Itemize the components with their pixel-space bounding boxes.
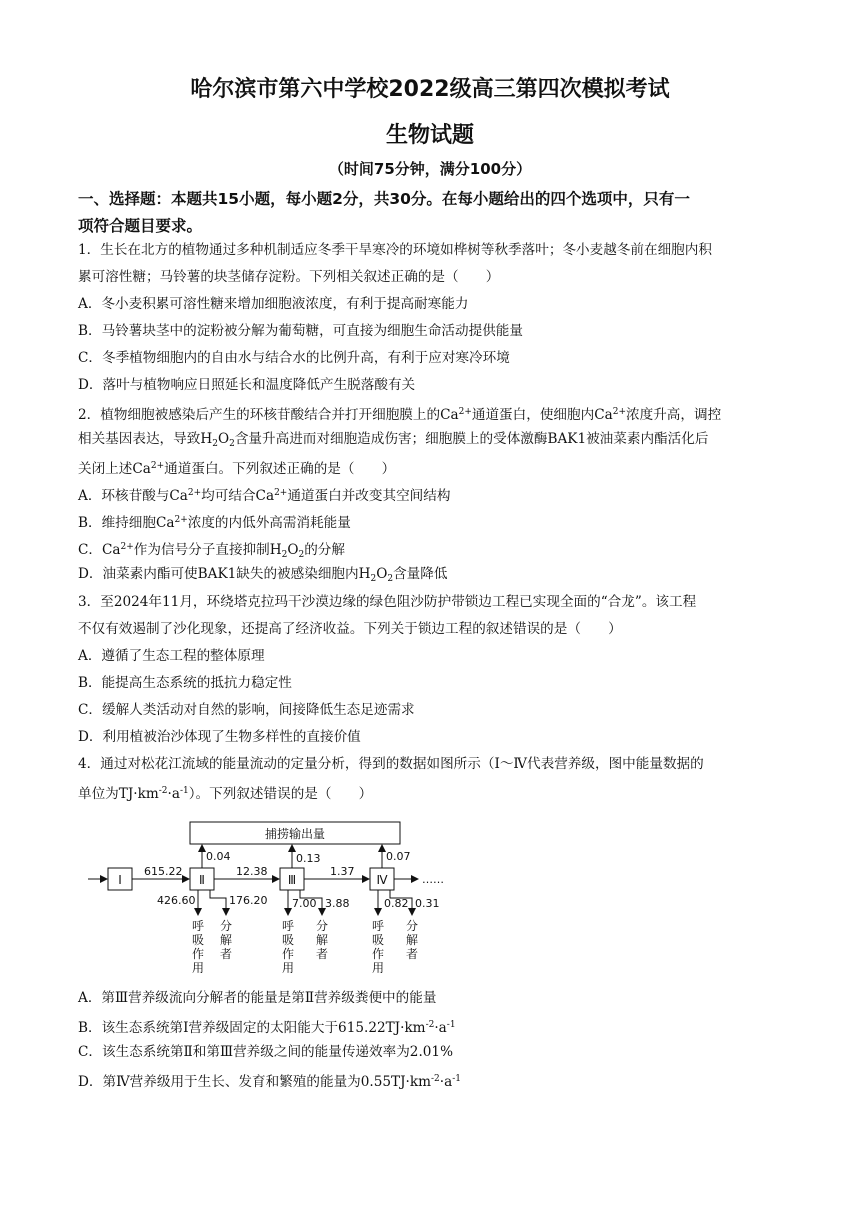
exam-title: 哈尔滨市第六中学校2022级高三第四次模拟考试	[190, 77, 670, 102]
catch-2-value: 0.04	[206, 850, 231, 863]
q3-option-a: A．遵循了生态工程的整体原理	[78, 648, 265, 664]
decomp-label-char: 解	[405, 933, 419, 947]
q4-option-c: C．该生态系统第Ⅱ和第Ⅲ营养级之间的能量传递效率为2.01%	[78, 1044, 453, 1060]
section-heading-line1: 一、选择题：本题共15小题，每小题2分，共30分。在每小题给出的四个选项中，只有一	[78, 190, 690, 208]
resp-label-char: 吸	[281, 933, 295, 947]
decomp-label-char: 解	[315, 933, 329, 947]
flow-ellipsis: ……	[422, 873, 444, 886]
q4-stem-line1: 4．通过对松花江流域的能量流动的定量分析，得到的数据如图所示（Ⅰ～Ⅳ代表营养级，图中能量数据的	[78, 756, 704, 772]
catch-output-label: 捕捞输出量	[264, 827, 326, 841]
q1-stem-line1: 1．生长在北方的植物通过多种机制适应冬季干旱寒冷的环境如桦树等秋季落叶；冬小麦越冬前在细胞内积	[78, 242, 712, 258]
decomp-label-char: 分	[405, 919, 419, 933]
catch-4-value: 0.07	[386, 850, 411, 863]
resp-label-char: 吸	[191, 933, 205, 947]
q2-option-c: C．$Ca^{2+}$作为信号分子直接抑制$H_2O_2$的分解	[78, 542, 345, 560]
resp-label-char: 呼	[281, 919, 295, 933]
resp-label-char: 作	[371, 947, 385, 961]
section-heading	[78, 186, 783, 240]
energy-flow-diagram	[86, 818, 466, 973]
decomp-label-char: 者	[219, 947, 233, 961]
resp-label-char: 呼	[371, 919, 385, 933]
resp-2-value: 426.60	[157, 894, 196, 907]
resp-label-char: 作	[191, 947, 205, 961]
flow-3-4-value: 1.37	[330, 865, 355, 878]
q2-option-a: A．环核苷酸与$Ca^{2+}$均可结合$Ca^{2+}$通道蛋白并改变其空间结构	[78, 488, 451, 504]
level-2-label: Ⅱ	[199, 873, 205, 887]
decomp-2-arrow	[210, 890, 226, 915]
level-3-label: Ⅲ	[287, 873, 297, 887]
q3-stem-line2: 不仅有效遏制了沙化现象，还提高了经济收益。下列关于锁边工程的叙述错误的是（ ）	[78, 621, 622, 637]
q2-option-b: B．维持细胞$Ca^{2+}$浓度的内低外高需消耗能量	[78, 515, 351, 531]
q2-stem-line3: 关闭上述$Ca^{2+}$通道蛋白。下列叙述正确的是（ ）	[78, 461, 396, 477]
decomposer-labels	[220, 918, 418, 961]
level-4-label: Ⅳ	[376, 873, 388, 887]
q1-option-a: A．冬小麦积累可溶性糖来增加细胞液浓度，有利于提高耐寒能力	[78, 296, 469, 312]
q3-stem-line1: 3．至2024年11月，环绕塔克拉玛干沙漠边缘的绿色阻沙防护带锁边工程已实现全面的“合龙”。该工程	[78, 594, 697, 610]
q1-option-b: B．马铃薯块茎中的淀粉被分解为葡萄糖，可直接为细胞生命活动提供能量	[78, 323, 523, 339]
level-1-label: Ⅰ	[118, 873, 122, 887]
resp-4-value: 0.82	[384, 897, 409, 910]
resp-label-char: 用	[371, 961, 385, 973]
resp-3-value: 7.00	[292, 897, 317, 910]
flow-2-3-value: 12.38	[236, 865, 268, 878]
q2-stem-line2: 相关基因表达，导致$H_2O_2$含量升高进而对细胞造成伤害；细胞膜上的受体激酶BAK1被油菜素内酯活化后	[78, 431, 709, 449]
q2-stem-line1: 2．植物细胞被感染后产生的环核苷酸结合并打开细胞膜上的$Ca^{2+}$通道蛋白，使细胞内$Ca^{2+}$浓度升高，调控	[78, 407, 722, 423]
resp-label-char: 呼	[191, 919, 205, 933]
subject-title: 生物试题	[385, 123, 474, 148]
q4-option-b: B．该生态系统第Ⅰ营养级固定的太阳能大于$615.22TJ\cdot km^{-2}\cdot a^{-1}$	[78, 1020, 456, 1036]
decomp-label-char: 者	[405, 947, 419, 961]
decomp-label-char: 分	[315, 919, 329, 933]
decomp-label-char: 者	[315, 947, 329, 961]
time-info: （时间75分钟，满分100分）	[328, 160, 532, 178]
resp-label-char: 用	[191, 961, 205, 973]
q2-option-d: D．油菜素内酯可使BAK1缺失的被感染细胞内$H_2O_2$含量降低	[78, 566, 448, 584]
decomp-4-value: 0.31	[415, 897, 440, 910]
q3-option-c: C．缓解人类活动对自然的影响，间接降低生态足迹需求	[78, 702, 415, 718]
section-heading-line2: 项符合题目要求。	[78, 217, 203, 235]
q1-option-d: D．落叶与植物响应日照延长和温度降低产生脱落酸有关	[78, 377, 416, 393]
q3-option-d: D．利用植被治沙体现了生物多样性的直接价值	[78, 729, 361, 745]
catch-3-value: 0.13	[296, 852, 321, 865]
resp-label-char: 用	[281, 961, 295, 973]
decomp-3-value: 3.88	[325, 897, 350, 910]
q4-option-d: D．第Ⅳ营养级用于生长、发育和繁殖的能量为$0.55TJ\cdot km^{-2}\cdot a^{-1}$	[78, 1074, 461, 1090]
flow-1-2-value: 615.22	[144, 865, 183, 878]
resp-label-char: 吸	[371, 933, 385, 947]
q1-stem-line2: 累可溶性糖；马铃薯的块茎储存淀粉。下列相关叙述正确的是（ ）	[78, 269, 500, 285]
q1-option-c: C．冬季植物细胞内的自由水与结合水的比例升高，有利于应对寒冷环境	[78, 350, 510, 366]
decomp-2-value: 176.20	[229, 894, 268, 907]
decomp-label-char: 解	[219, 933, 233, 947]
q3-option-b: B．能提高生态系统的抵抗力稳定性	[78, 675, 292, 691]
q4-option-a: A．第Ⅲ营养级流向分解者的能量是第Ⅱ营养级粪便中的能量	[78, 990, 437, 1006]
decomp-label-char: 分	[219, 919, 233, 933]
q4-stem-line2: 单位为$TJ\cdot km^{-2}\cdot a^{-1}$）。下列叙述错误的是（ ）	[78, 786, 373, 802]
resp-label-char: 作	[281, 947, 295, 961]
